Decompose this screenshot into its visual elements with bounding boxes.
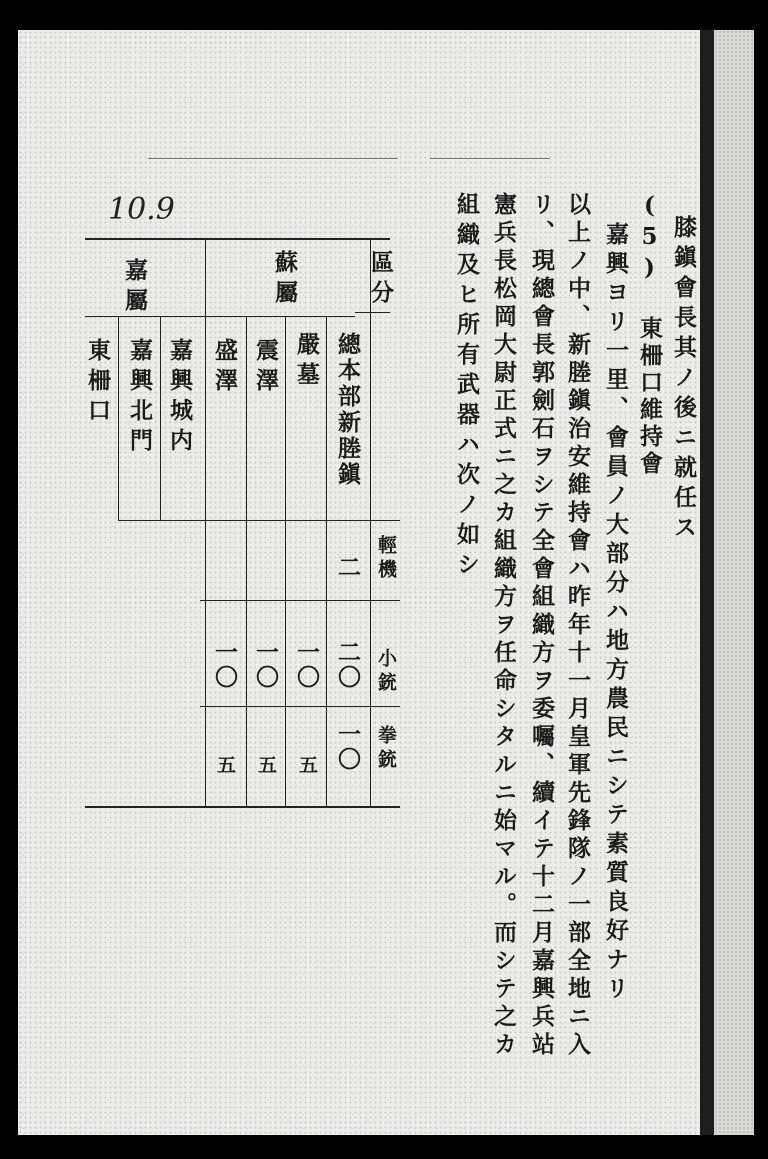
table-cell-kenju: 一〇 — [334, 722, 361, 772]
table-top-rule — [85, 238, 390, 240]
table-vline — [285, 316, 286, 806]
table-cell-kenju: 五 — [255, 755, 277, 779]
table-section-rule — [118, 520, 400, 521]
table-header-kubun: 區分 — [367, 250, 394, 310]
table-place: 震澤 — [252, 338, 279, 398]
table-vline-group — [205, 238, 206, 808]
table-place: 嘉興城内 — [166, 338, 193, 458]
table-cell-shoju: 一〇 — [293, 640, 320, 690]
page-number: 10.9 — [108, 192, 175, 227]
table-header-rule-2 — [355, 312, 390, 313]
table-place: 東柵口 — [84, 338, 111, 428]
table-cell-kenju: 五 — [296, 755, 318, 779]
table-cell-kenju: 五 — [214, 755, 236, 779]
body-line-2: 嘉興ヨリ一里、會員ノ大部分ハ地方農民ニシテ素質良好ナリ — [602, 222, 629, 1005]
table-group-ka: 嘉屬 — [121, 258, 148, 318]
adjacent-page-edge — [714, 30, 754, 1135]
table-vline-right — [370, 238, 371, 808]
body-line-4: リ、現總會長郭劍石ヲシテ全會組織方ヲ委囑、續イテ十二月嘉興兵站 — [528, 192, 555, 1060]
section-title: (5) 東柵口維持會 — [636, 192, 663, 478]
table-cell-shoju: 一〇 — [252, 640, 279, 690]
table-header-kenju: 拳銃 — [375, 725, 397, 773]
table-bottom-rule — [85, 806, 400, 808]
faint-rule — [430, 158, 550, 159]
table-cell-shoju: 一〇 — [211, 640, 238, 690]
body-line-5: 憲兵長松岡大尉正式ニ之カ組織方ヲ任命シタルニ始マル。而シテ之カ — [490, 192, 517, 1060]
table-cell-keiki: 二 — [334, 555, 361, 585]
table-header-shoju: 小銃 — [375, 648, 397, 696]
body-line-6: 組織及ヒ所有武器ハ次ノ如シ — [453, 192, 480, 582]
body-line-3: 以上ノ中、新塍鎭治安維持會ハ昨年十一月皇軍先鋒隊ノ一部全地ニ入 — [564, 192, 591, 1060]
table-place: 嘉興北門 — [126, 338, 153, 458]
table-vline — [160, 316, 161, 520]
table-header-keiki: 輕機 — [375, 535, 397, 583]
table-place: 盛澤 — [211, 338, 238, 398]
table-cell-shoju: 二〇 — [334, 640, 361, 690]
table-vline — [246, 316, 247, 806]
table-place: 總本部新塍鎭 — [334, 332, 361, 488]
faint-rule — [148, 158, 398, 159]
table-group-so: 蘇屬 — [271, 250, 298, 310]
book-spine — [700, 30, 714, 1135]
body-line-1: 膝鎭會長其ノ後ニ就任ス — [670, 215, 697, 545]
table-vline — [326, 316, 327, 806]
table-place: 嚴墓 — [293, 332, 320, 392]
table-vline — [118, 316, 119, 520]
